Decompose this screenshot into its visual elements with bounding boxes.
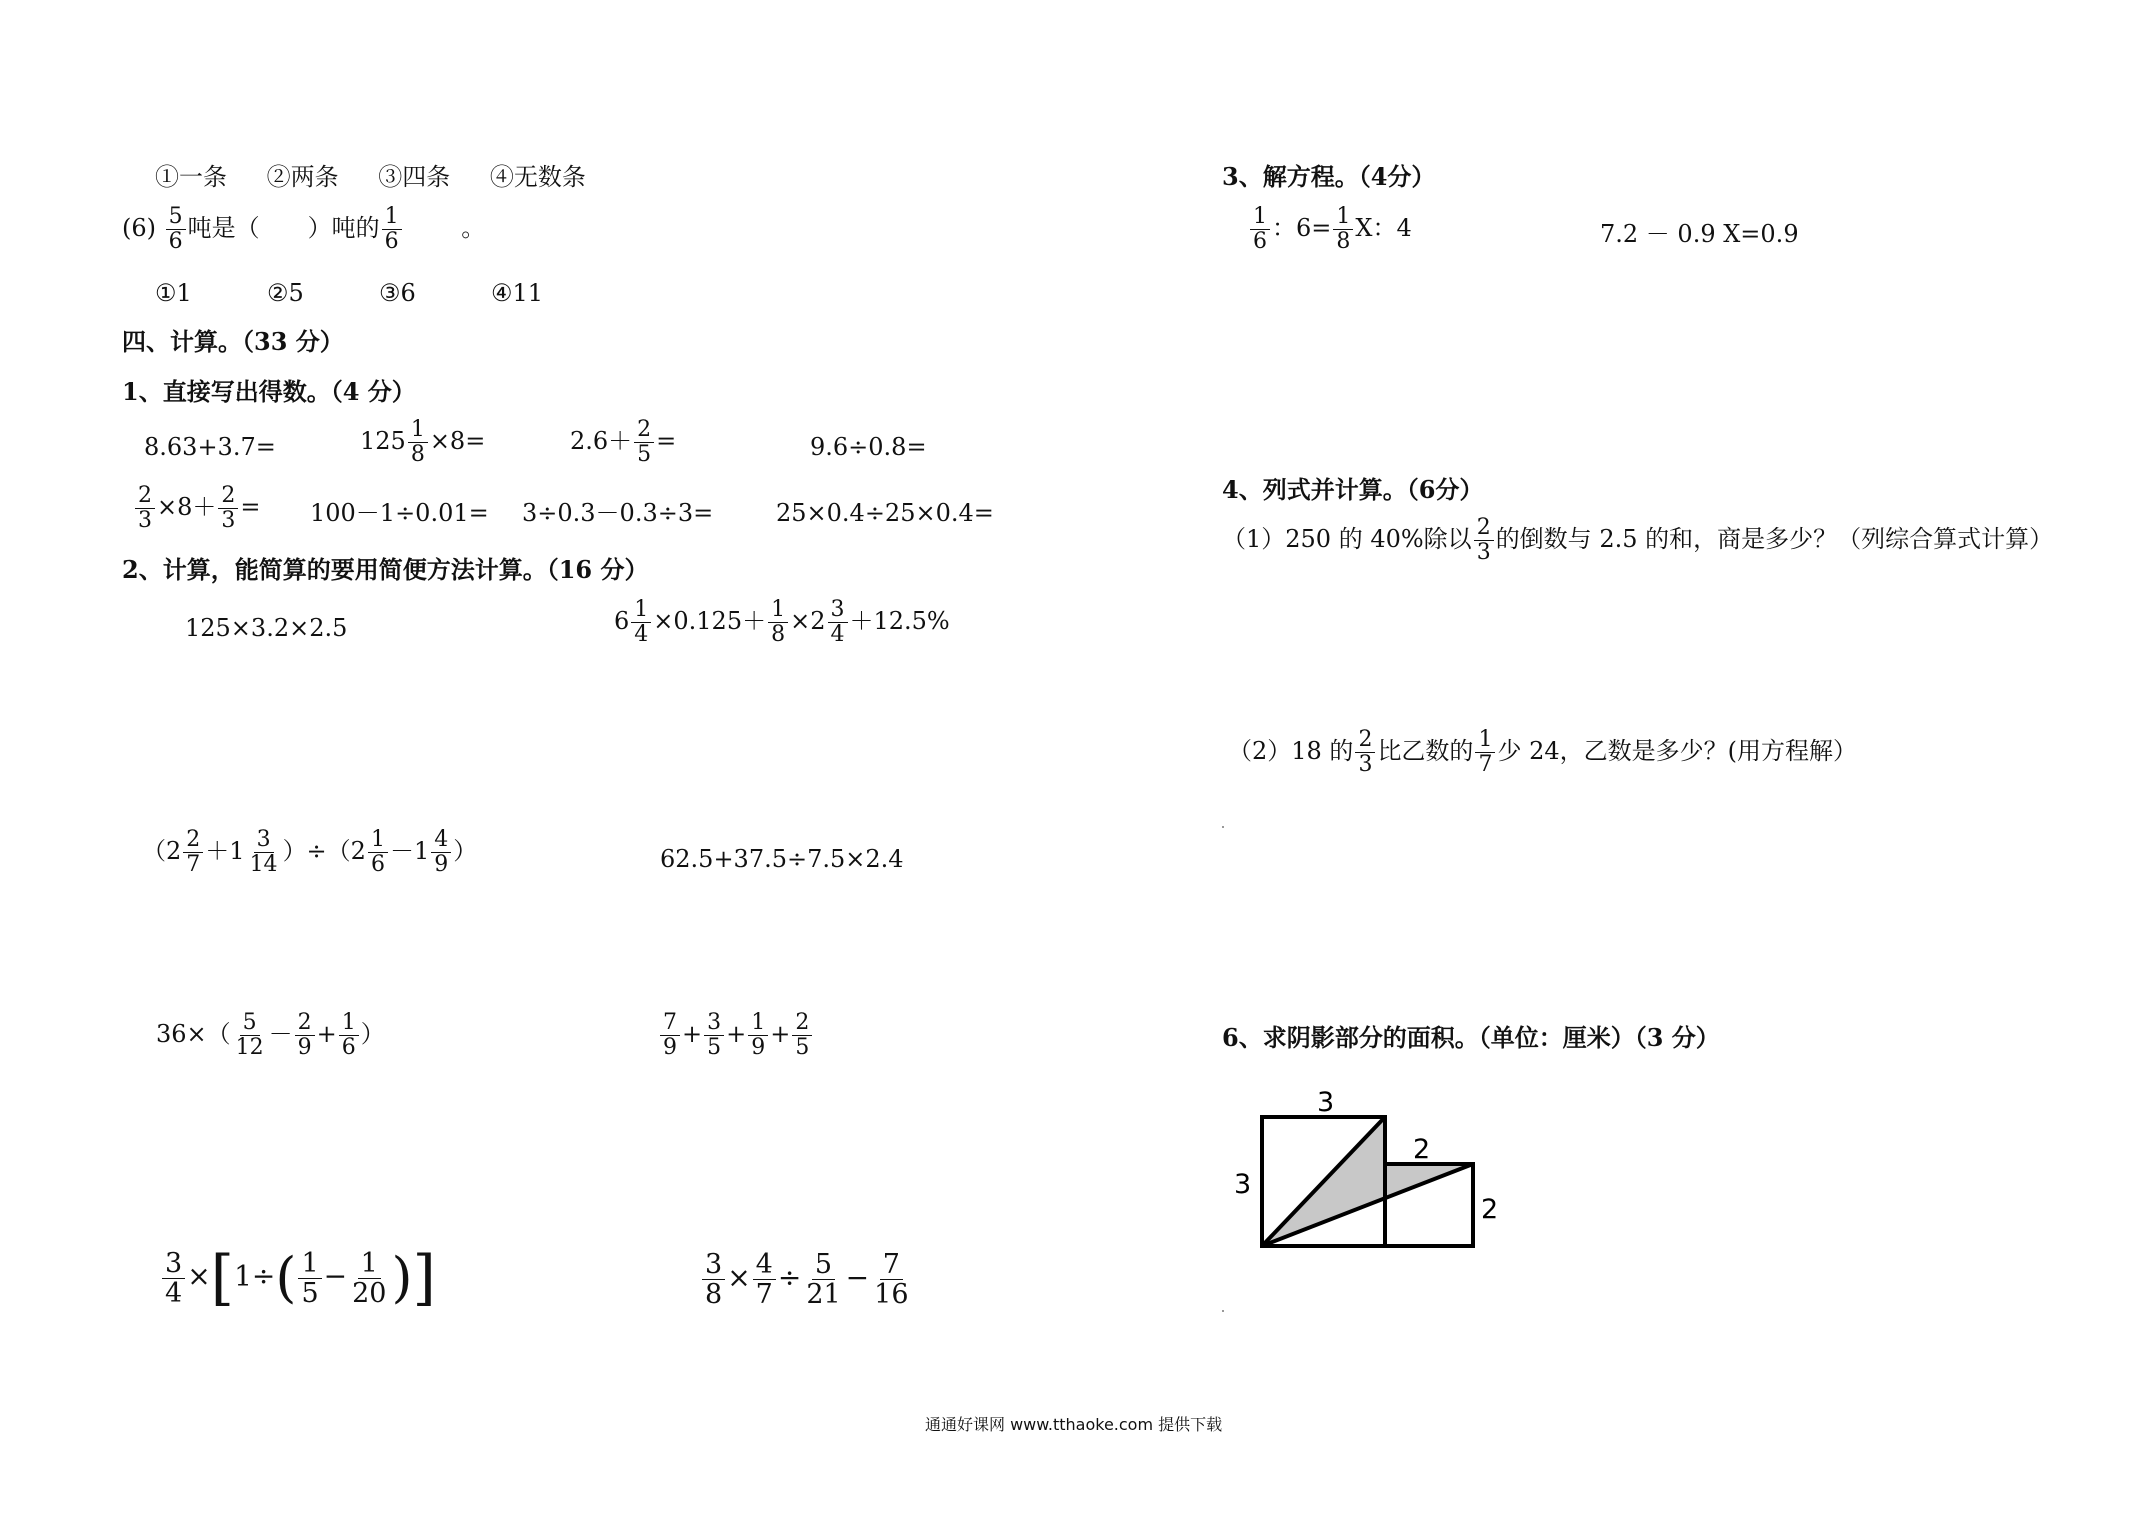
- equation-b: 7.2 － 0.9 X=0.9: [1600, 220, 1799, 248]
- question-number: (6): [122, 214, 156, 242]
- question-text: 吨是（ ）吨的: [187, 214, 380, 242]
- part-3-title: 3、解方程。（4分）: [1222, 162, 1436, 191]
- fraction: $\frac{1}{6}$: [382, 205, 402, 254]
- expr-1c: 2.6＋ $\frac{2}{5}$ =: [570, 417, 677, 467]
- label-right: 2: [1481, 1194, 1499, 1225]
- expr-2b: 6 $\frac{1}{4}$ ×0.125＋ $\frac{1}{8}$ ×2 $\frac{3}{4}$ ＋12.5%: [614, 597, 950, 647]
- option-4: ④无数条: [489, 163, 586, 191]
- fraction: $\frac{5}{6}$: [166, 205, 186, 254]
- section-4-title: 四、计算。（33 分）: [122, 327, 344, 356]
- label-left: 3: [1234, 1169, 1252, 1200]
- part-4-title: 4、列式并计算。（6分）: [1222, 475, 1484, 504]
- expr-2e: 36×（ $\frac{5}{12}$ － $\frac{2}{9}$ + $\frac{1}{6}$ ）: [156, 1010, 385, 1060]
- option-1: ①1: [155, 279, 192, 307]
- question-6: (6) $\frac{5}{6}$ 吨是（ ）吨的 $\frac{1}{6}$ 。: [122, 204, 486, 254]
- option-2: ②5: [267, 279, 304, 307]
- expr-1f: 100－1÷0.01=: [310, 499, 489, 527]
- expr-2c: （2 $\frac{2}{7}$ ＋1 $\frac{3}{14}$ ）÷（2 $\frac{1}{6}$ －1 $\frac{4}{9}$ ）: [142, 827, 478, 877]
- option-3: ③6: [379, 279, 416, 307]
- expr-2f: $\frac{7}{9}$ + $\frac{3}{5}$ + $\frac{1}{9}$ + $\frac{2}{5}$: [658, 1011, 814, 1060]
- option-3: ③四条: [378, 163, 451, 191]
- expr-2g: $\frac{3}{4}$ ×[1÷( $\frac{1}{5}$ − $\frac{1}{20}$ )]: [160, 1248, 436, 1308]
- footer-credit: 通通好课网 www.tthaoke.com 提供下载: [925, 1415, 1223, 1434]
- expr-1b: 125 $\frac{1}{8}$ ×8=: [360, 417, 486, 467]
- options-q5: [155, 162, 586, 192]
- expr-1e: $\frac{2}{3}$ ×8＋ $\frac{2}{3}$ =: [133, 484, 261, 533]
- expr-1a: 8.63+3.7=: [144, 433, 276, 461]
- option-2: ②两条: [266, 163, 339, 191]
- label-middle: 2: [1413, 1134, 1431, 1165]
- expr-2h: $\frac{3}{8}$ × $\frac{4}{7}$ ÷ $\frac{5}{21}$ − $\frac{7}{16}$: [700, 1250, 914, 1309]
- shaded-area-figure: [1225, 1080, 1499, 1260]
- word-problem-2: （2）18 的 $\frac{2}{3}$ 比乙数的 $\frac{1}{7}$ 少 24，乙数是多少？(用方程解）: [1228, 727, 1857, 777]
- part-2-title: 2、计算，能简算的要用简便方法计算。（16 分）: [122, 555, 649, 584]
- expr-2a: 125×3.2×2.5: [185, 614, 348, 642]
- expr-1g: 3÷0.3－0.3÷3=: [522, 499, 714, 527]
- word-problem-1: （1）250 的 40%除以 $\frac{2}{3}$ 的倒数与 2.5 的和，商是多少？（列综合算式计算）: [1222, 515, 2054, 565]
- label-top: 3: [1317, 1087, 1335, 1118]
- expr-2d: 62.5+37.5÷7.5×2.4: [660, 845, 904, 873]
- part-1-title: 1、直接写出得数。（4 分）: [122, 377, 416, 406]
- equation-a: $\frac{1}{6}$ ：6= $\frac{1}{8}$ X：4: [1248, 205, 1412, 254]
- speck: [1222, 826, 1224, 828]
- options-q6: [155, 278, 543, 308]
- expr-1d: 9.6÷0.8=: [810, 433, 927, 461]
- option-4: ④11: [491, 279, 544, 307]
- expr-1h: 25×0.4÷25×0.4=: [776, 499, 994, 527]
- speck: [1222, 1310, 1224, 1312]
- part-6-title: 6、求阴影部分的面积。（单位：厘米）（3 分）: [1222, 1023, 1720, 1052]
- option-1: ①一条: [155, 163, 227, 191]
